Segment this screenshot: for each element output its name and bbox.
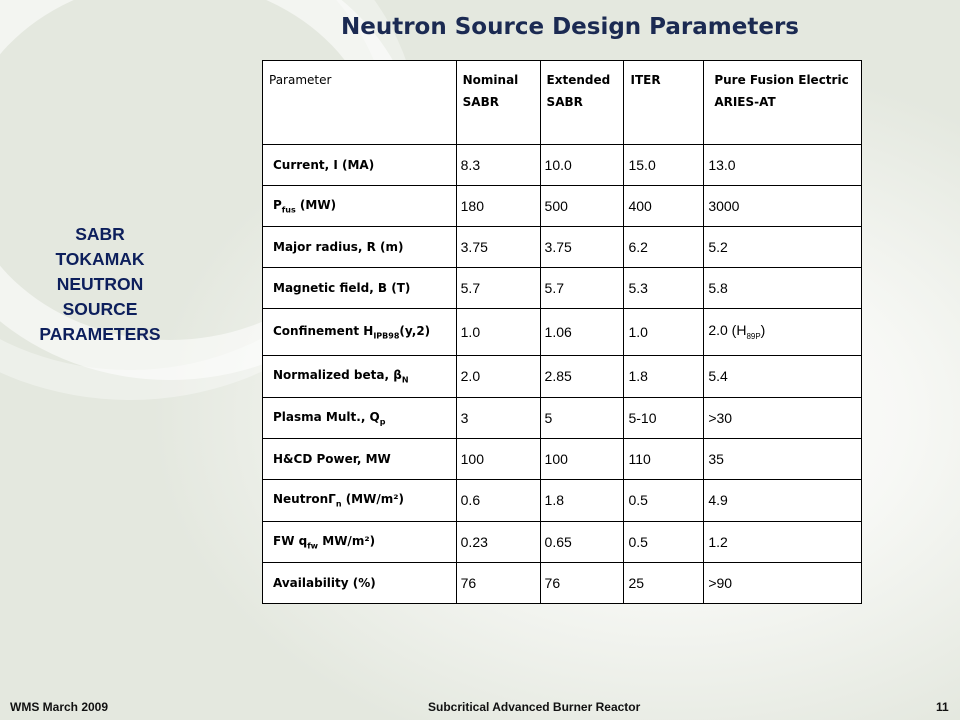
cell-value: 5.4 — [704, 356, 862, 398]
cell-value: 100 — [456, 439, 540, 480]
side-title-line: SOURCE — [62, 299, 138, 319]
cell-value: 0.5 — [624, 521, 704, 563]
table-row — [263, 268, 862, 309]
cell-value: 2.0 — [456, 356, 540, 398]
row-label: FW $q_{fw}$ MW/m²) — [263, 521, 457, 563]
cell-value: 1.06 — [540, 308, 624, 355]
cell-value: 1.0 — [456, 308, 540, 355]
cell-value: 3.75 — [540, 227, 624, 268]
cell-value: 5.7 — [456, 268, 540, 309]
cell-value: 13.0 — [704, 145, 862, 186]
cell-value: 0.65 — [540, 521, 624, 563]
side-title-line: TOKAMAK — [55, 249, 145, 269]
row-label: Confinement $H_{IPB98}(y,2)$ — [263, 308, 457, 355]
table-row — [263, 439, 862, 480]
cell-value: 35 — [704, 439, 862, 480]
side-title-line: NEUTRON — [56, 274, 144, 294]
cell-value: 76 — [456, 563, 540, 604]
cell-value: 3000 — [704, 185, 862, 227]
table-row — [263, 308, 862, 355]
cell-value: 15.0 — [624, 145, 704, 186]
cell-value: 1.8 — [540, 480, 624, 522]
table-row — [263, 563, 862, 604]
side-title-line: PARAMETERS — [39, 324, 161, 344]
column-header: Nominal SABR — [456, 61, 540, 145]
cell-value: >90 — [704, 563, 862, 604]
page-number: 11 — [936, 700, 949, 714]
row-label: NeutronΓ$_n$ (MW/m²) — [263, 480, 457, 522]
cell-value: 0.6 — [456, 480, 540, 522]
column-header: ITER — [624, 61, 704, 145]
cell-value: 5.8 — [704, 268, 862, 309]
cell-value: 5.2 — [704, 227, 862, 268]
cell-value: 5-10 — [624, 397, 704, 439]
table-row — [263, 521, 862, 563]
table-header-row — [263, 61, 862, 145]
cell-value: 0.23 — [456, 521, 540, 563]
footer-left: WMS March 2009 — [10, 700, 109, 714]
cell-value: 100 — [540, 439, 624, 480]
row-label: Magnetic field, B (T) — [263, 268, 457, 309]
cell-value: 3 — [456, 397, 540, 439]
cell-value: 5.7 — [540, 268, 624, 309]
cell-value: 10.0 — [540, 145, 624, 186]
side-title — [20, 222, 180, 347]
column-header: Extended SABR — [540, 61, 624, 145]
cell-value: 2.85 — [540, 356, 624, 398]
footer-center: Subcritical Advanced Burner Reactor — [428, 700, 641, 714]
row-label: Normalized beta, $\beta_N$ — [263, 356, 457, 398]
row-label: H&CD Power, MW — [263, 439, 457, 480]
cell-value: 4.9 — [704, 480, 862, 522]
row-label: Major radius, R (m) — [263, 227, 457, 268]
table-row — [263, 480, 862, 522]
cell-value: 25 — [624, 563, 704, 604]
cell-value: 1.0 — [624, 308, 704, 355]
table-row — [263, 145, 862, 186]
side-title-line: SABR — [75, 224, 125, 244]
cell-value: 2.0 $(H_{89P})$ — [704, 308, 862, 355]
parameters-table — [262, 60, 862, 604]
cell-value: 1.2 — [704, 521, 862, 563]
column-header: Pure Fusion Electric ARIES-AT — [704, 61, 862, 145]
table-row — [263, 185, 862, 227]
row-label: Availability (%) — [263, 563, 457, 604]
cell-value: 8.3 — [456, 145, 540, 186]
cell-value: 6.2 — [624, 227, 704, 268]
table-row — [263, 227, 862, 268]
row-label: Current, I (MA) — [263, 145, 457, 186]
cell-value: 0.5 — [624, 480, 704, 522]
cell-value: 76 — [540, 563, 624, 604]
table-row — [263, 397, 862, 439]
cell-value: 5.3 — [624, 268, 704, 309]
row-label: $P_{fus}$ (MW) — [263, 185, 457, 227]
cell-value: 110 — [624, 439, 704, 480]
cell-value: 500 — [540, 185, 624, 227]
row-label: Plasma Mult., $Q_p$ — [263, 397, 457, 439]
table-row — [263, 356, 862, 398]
cell-value: 400 — [624, 185, 704, 227]
column-header: Parameter — [263, 61, 457, 145]
cell-value: 180 — [456, 185, 540, 227]
cell-value: >30 — [704, 397, 862, 439]
cell-value: 5 — [540, 397, 624, 439]
cell-value: 1.8 — [624, 356, 704, 398]
cell-value: 3.75 — [456, 227, 540, 268]
slide-title: Neutron Source Design Parameters — [341, 14, 799, 40]
